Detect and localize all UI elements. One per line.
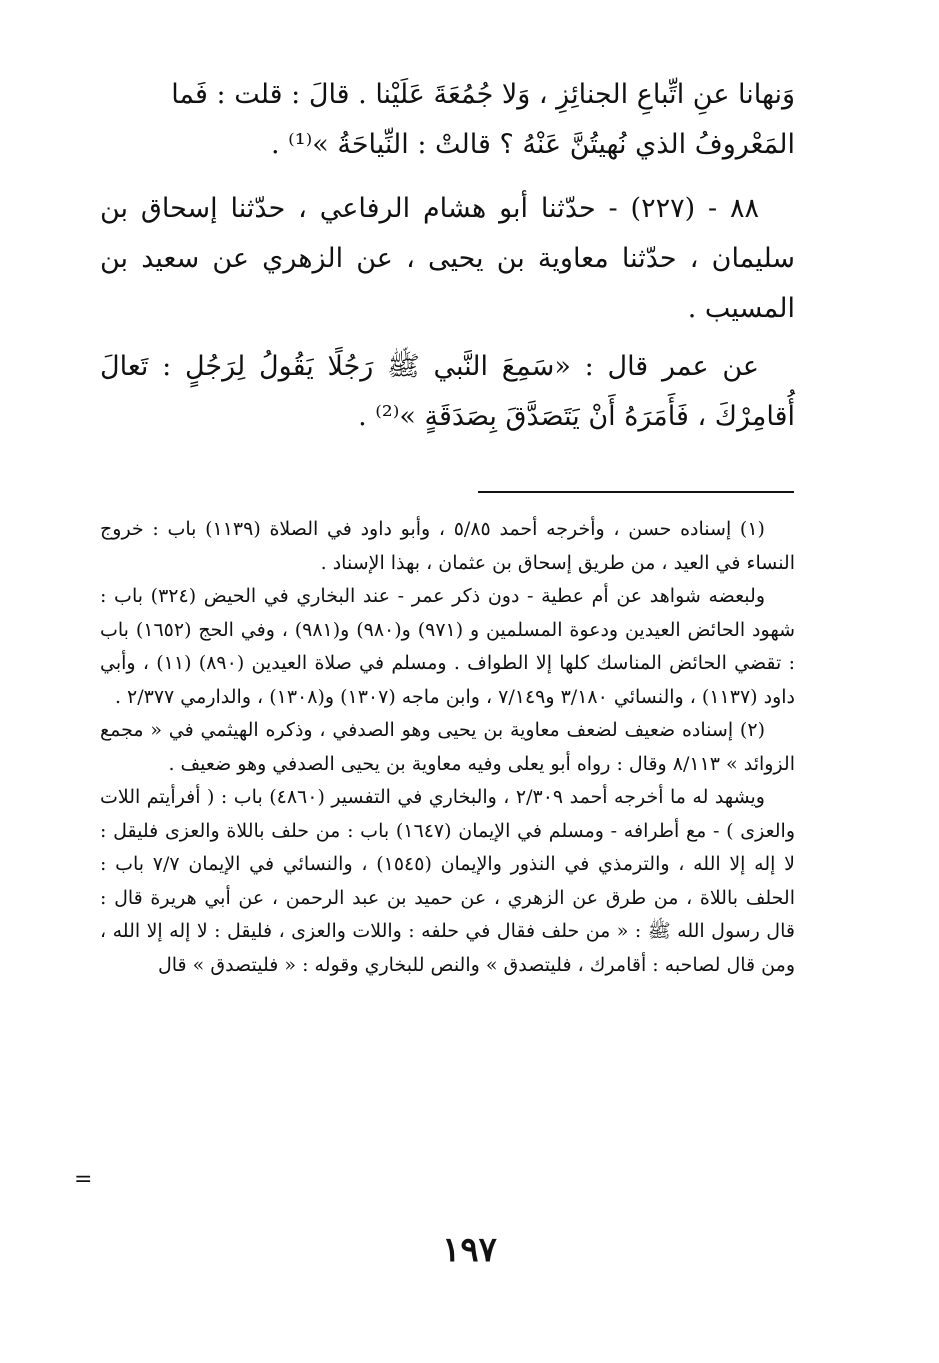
footnote-1: (١) إسناده حسن ، وأخرجه أحمد ٥/٨٥ ، وأبو داود في الصلاة (١١٣٩) باب : خروج النساء في العيد ، من طريق إسحاق بن عثمان ، بهذا الإسناد . — [100, 518, 795, 574]
hadith-end-line-1: وَنهانا عنِ اتِّباعِ الجنائِزِ ، وَلا جُمُعَةَ عَلَيْنا . قالَ : قلت : فَما — [171, 79, 795, 110]
footnote-2: (٢) إسناده ضعيف لضعف معاوية بن يحيى وهو الصدفي ، وذكره الهيثمي في « مجمع الزوائد » ٨/١١٣ وقال : رواه أبو يعلى وفيه معاوية بن يحيى الصدفي وهو ضعيف . — [100, 719, 795, 775]
hadith-end-line-2: المَعْروفُ الذي نُهيتُنَّ عَنْهُ ؟ قالتْ : النِّياحَةُ »⁽¹⁾ . — [270, 129, 795, 160]
continuation-mark: = — [74, 1167, 93, 1192]
page-number: ١٩٧ — [442, 1230, 497, 1270]
hadith-88-matn: عن عمر قال : «سَمِعَ النَّبي ﷺ رَجُلًا يَقُولُ لِرَجُلٍ : تَعالَ أُقامِرْكَ ، فَأَمَرَهُ أَنْ يَتَصَدَّقَ بِصَدَقَةٍ »⁽²⁾ . — [100, 351, 795, 432]
footnote-2-continuation: ويشهد له ما أخرجه أحمد ٢/٣٠٩ ، والبخاري في التفسير (٤٨٦٠) باب : ( أفرأيتم اللات والعزى ) - مع أطرافه - ومسلم في الإيمان (١٦٤٧) باب : من حلف باللاة والعزى فليقل : لا إله إلا الله ، والترمذي في النذور والإيمان (١٥٤٥) ، والنسائي في الإيمان ٧/٧ باب : الحلف باللاة ، من طرق عن الزهري ، عن حميد بن عبد الرحمن ، عن أبي هريرة قال : قال رسول الله ﷺ : « من حلف فقال في حلفه : واللات والعزى ، فليقل : لا إله إلا الله ، ومن قال لصاحبه : أقامرك ، فليتصدق » والنص للبخاري وقوله : « فليتصدق » قال — [100, 786, 795, 976]
main-text — [100, 70, 795, 442]
footnote-1-continuation: ولبعضه شواهد عن أم عطية - دون ذكر عمر - عند البخاري في الحيض (٣٢٤) باب : شهود الحائض العيدين ودعوة المسلمين و (٩٧١) و(٩٨٠) و(٩٨١) ، وفي الحج (١٦٥٢) باب : تقضي الحائض المناسك كلها إلا الطواف . ومسلم في صلاة العيدين (٨٩٠) (١١) ، وأبي داود (١١٣٧) ، والنسائي ٣/١٨٠ و٧/١٤٩ ، وابن ماجه (١٣٠٧) و(١٣٠٨) ، والدارمي ٢/٣٧٧ . — [100, 585, 795, 708]
hadith-88-isnad: ٨٨ - (٢٢٧) - حدّثنا أبو هشام الرفاعي ، حدّثنا إسحاق بن سليمان ، حدّثنا معاوية بن يحيى ، عن الزهري عن سعيد بن المسيب . — [100, 193, 795, 324]
footnotes — [100, 513, 795, 982]
footnote-separator — [478, 491, 794, 493]
